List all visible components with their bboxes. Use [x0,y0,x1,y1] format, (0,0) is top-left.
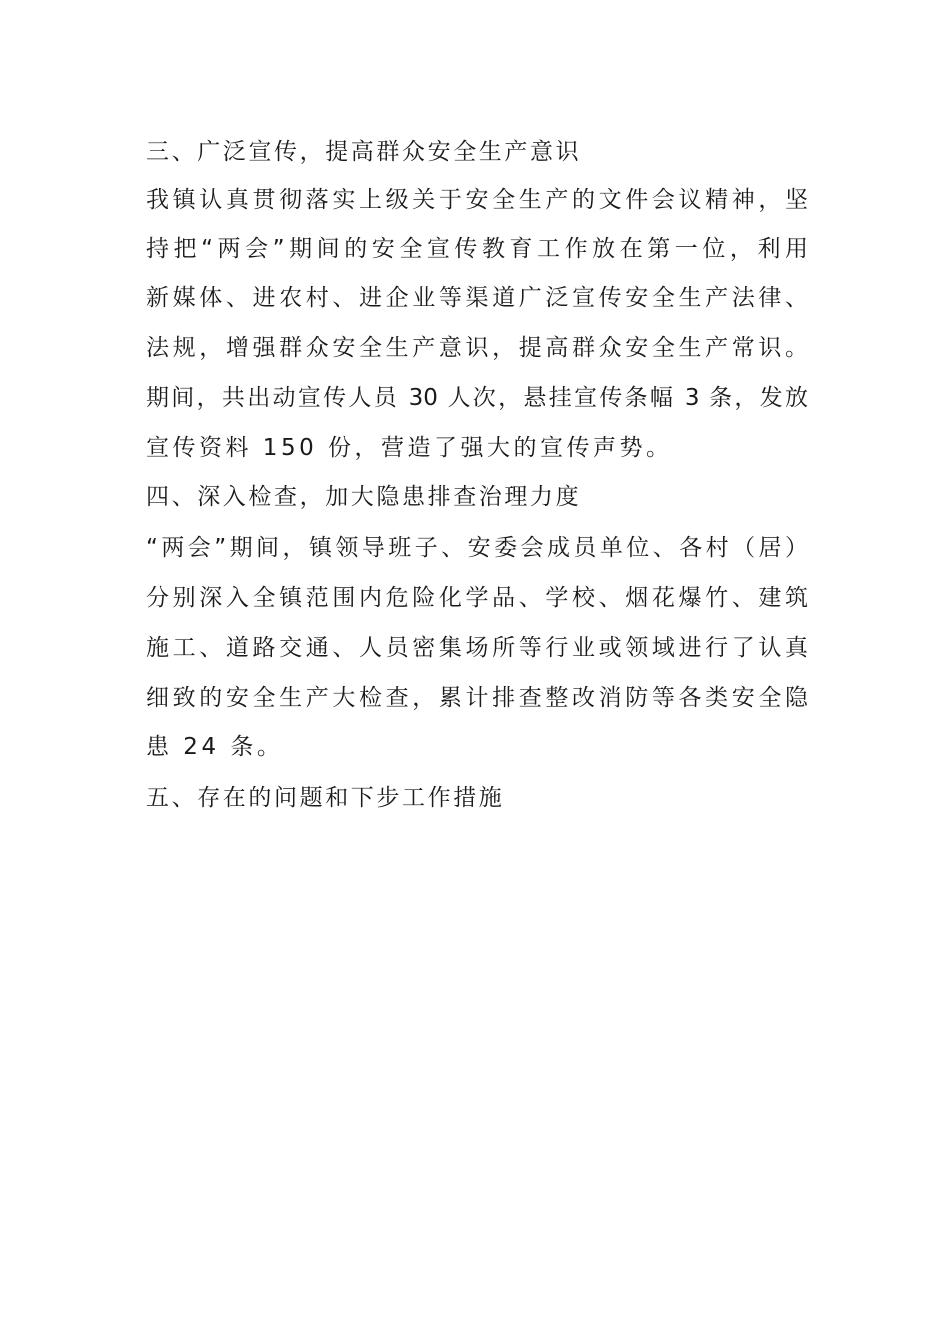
section-heading-3: 三、广泛宣传，提高群众安全生产意识 [146,139,582,165]
paragraph-line: 新媒体、进农村、进企业等渠道广泛宣传安全生产法律、 [146,285,808,311]
paragraph-line: 患 24 条。 [146,734,284,760]
paragraph-line: 宣传资料 150 份，营造了强大的宣传声势。 [146,435,673,461]
paragraph-line: 施工、道路交通、人员密集场所等行业或领域进行了认真 [146,635,808,661]
section-heading-5: 五、存在的问题和下步工作措施 [146,785,505,811]
paragraph-line: 分别深入全镇范围内危险化学品、学校、烟花爆竹、建筑 [146,585,808,611]
paragraph-line: 法规，增强群众安全生产意识，提高群众安全生产常识。 [146,335,808,361]
paragraph-line: 我镇认真贯彻落实上级关于安全生产的文件会议精神，坚 [146,187,808,213]
section-heading-4: 四、深入检查，加大隐患排查治理力度 [146,484,582,510]
paragraph-line: 持把“两会”期间的安全宣传教育工作放在第一位，利用 [146,236,808,262]
paragraph-line: “两会”期间，镇领导班子、安委会成员单位、各村（居） [146,535,808,561]
paragraph-line: 期间，共出动宣传人员 30 人次，悬挂宣传条幅 3 条，发放 [146,385,808,411]
paragraph-line: 细致的安全生产大检查，累计排查整改消防等各类安全隐 [146,685,808,711]
